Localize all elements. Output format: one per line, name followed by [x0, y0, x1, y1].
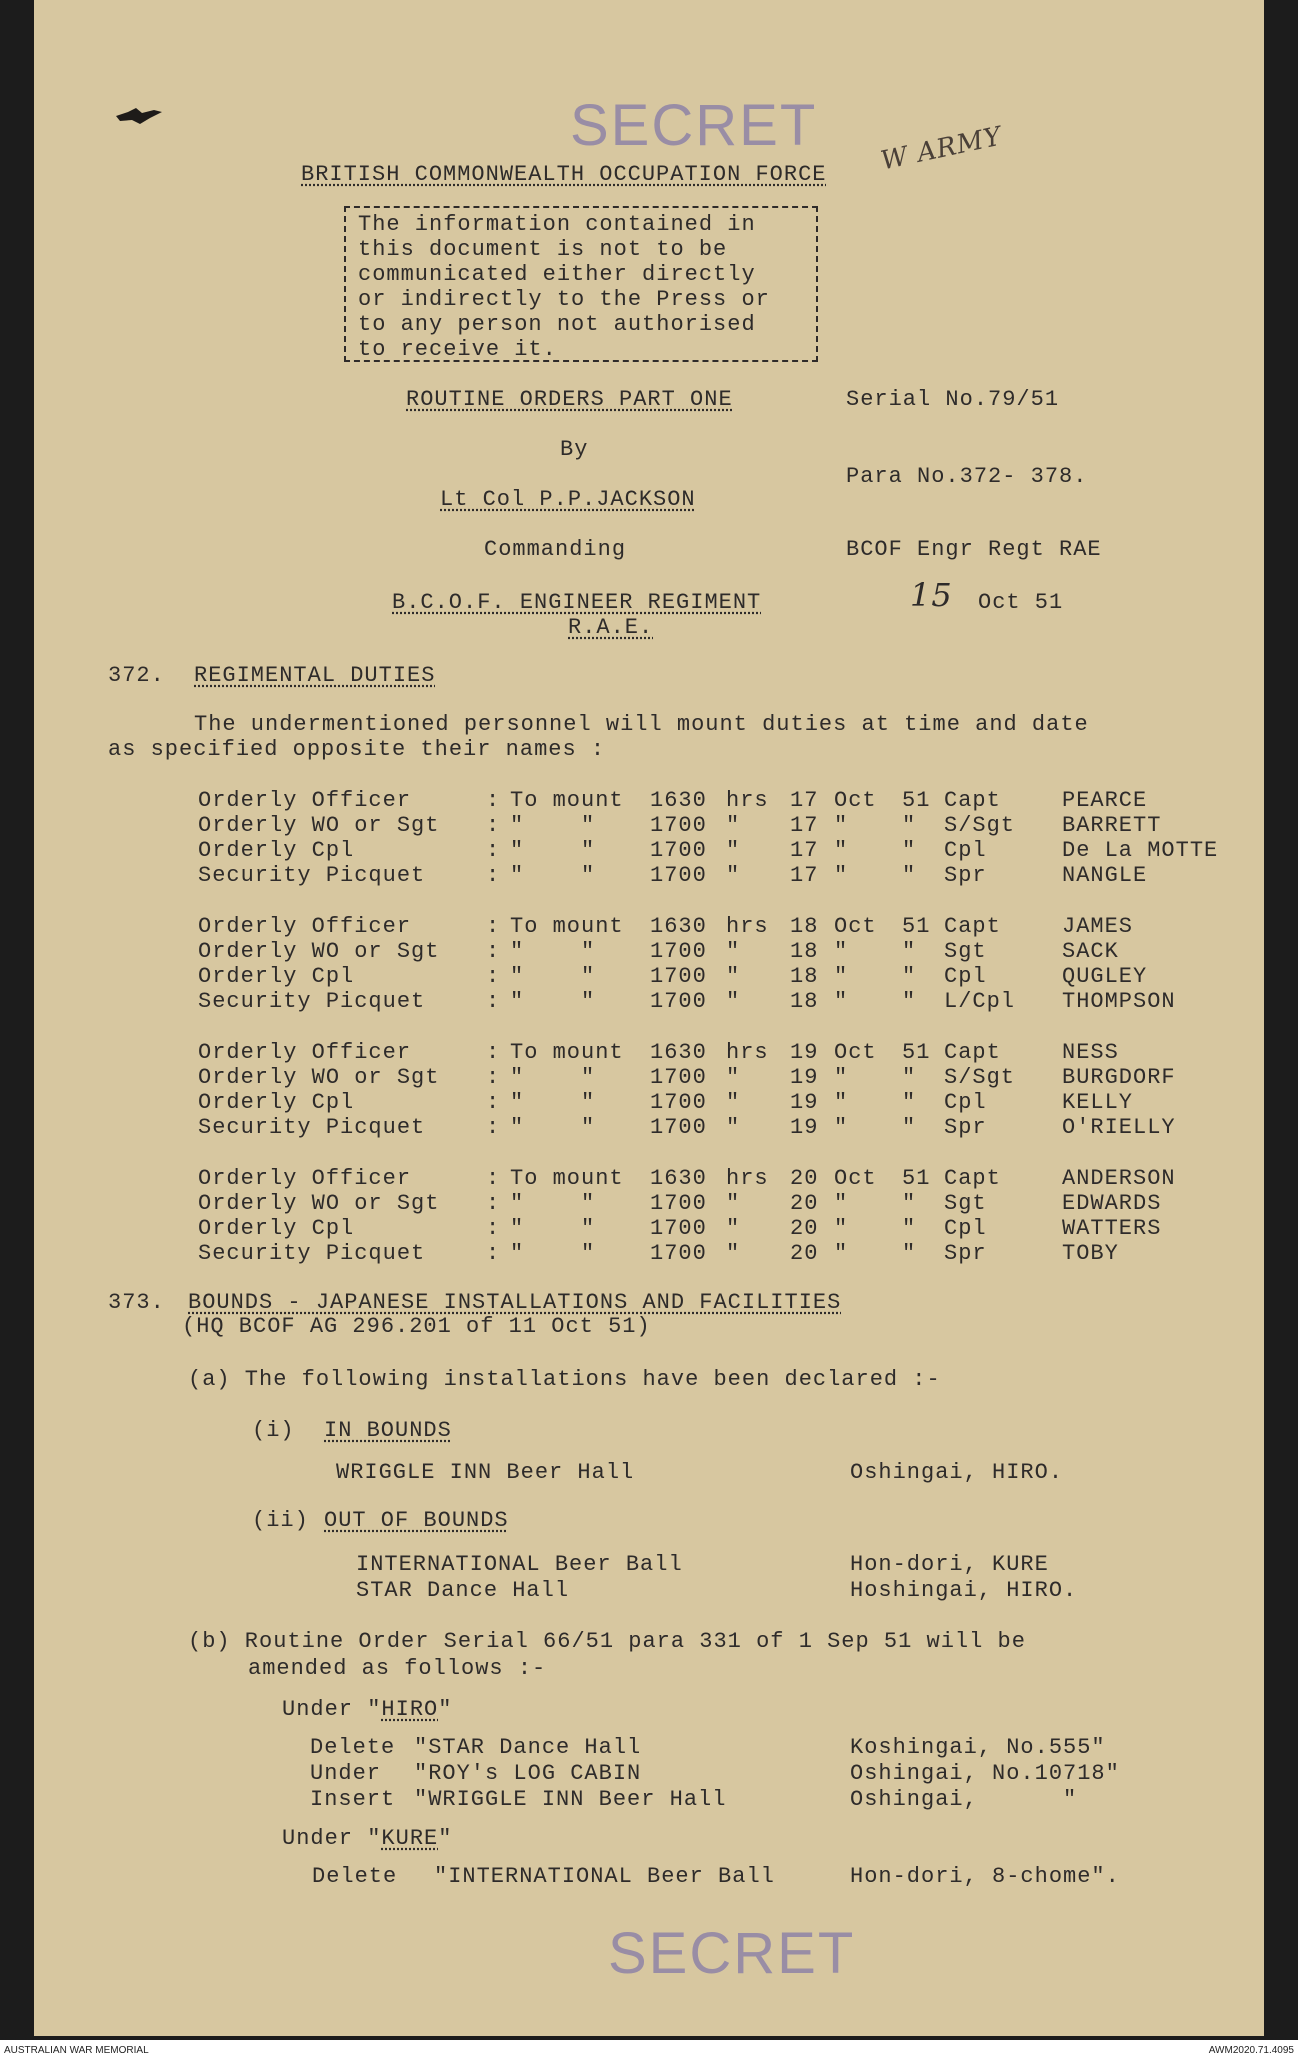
- duty-day: 20: [790, 1241, 819, 1266]
- duty-day: 19: [790, 1115, 819, 1140]
- para-373-heading: BOUNDS - JAPANESE INSTALLATIONS AND FACILITIES: [188, 1290, 842, 1315]
- duty-colon: :: [486, 1065, 501, 1090]
- duty-role: Orderly Officer: [198, 914, 412, 939]
- duty-hrs: hrs: [726, 914, 769, 939]
- notice-line: to receive it.: [358, 337, 557, 362]
- kure-amend-action: Delete: [312, 1864, 398, 1889]
- duty-colon: :: [486, 1090, 501, 1115]
- duty-mount: To mount: [510, 788, 624, 813]
- duty-hrs: ": [726, 1115, 741, 1140]
- duty-name: BURGDORF: [1062, 1065, 1176, 1090]
- para-372-number: 372.: [108, 663, 165, 688]
- duty-month: ": [834, 1216, 849, 1241]
- duty-hrs: hrs: [726, 1166, 769, 1191]
- duty-name: THOMPSON: [1062, 989, 1176, 1014]
- duty-name: De La MOTTE: [1062, 838, 1219, 863]
- out-of-bounds-item-name: INTERNATIONAL Beer Ball: [356, 1552, 683, 1577]
- notice-line: to any person not authorised: [358, 312, 756, 337]
- duty-year: 51: [902, 914, 931, 939]
- duty-name: ANDERSON: [1062, 1166, 1176, 1191]
- hiro-amend-location: Koshingai, No.555": [850, 1735, 1106, 1760]
- duty-year: ": [902, 1241, 917, 1266]
- serial-number: Serial No.79/51: [846, 387, 1060, 412]
- duty-colon: :: [486, 863, 501, 888]
- commanding-officer: Lt Col P.P.JACKSON: [440, 487, 696, 512]
- duty-time: 1700: [650, 1191, 707, 1216]
- duty-rank: Capt: [944, 1040, 1001, 1065]
- duty-colon: :: [486, 813, 501, 838]
- para-373-b-line: (b) Routine Order Serial 66/51 para 331 of 1 Sep 51 will be: [188, 1629, 1026, 1654]
- duty-role: Orderly Cpl: [198, 1216, 355, 1241]
- duty-hrs: ": [726, 1216, 741, 1241]
- orders-title: ROUTINE ORDERS PART ONE: [406, 387, 733, 412]
- duty-year: ": [902, 1090, 917, 1115]
- duty-role: Security Picquet: [198, 989, 426, 1014]
- hiro-amend-location: Oshingai, No.10718": [850, 1761, 1120, 1786]
- duty-day: 19: [790, 1040, 819, 1065]
- duty-time: 1630: [650, 1166, 707, 1191]
- duty-colon: :: [486, 1115, 501, 1140]
- duty-day: 17: [790, 863, 819, 888]
- duty-month: Oct: [834, 788, 877, 813]
- notice-line: or indirectly to the Press or: [358, 287, 770, 312]
- duty-name: KELLY: [1062, 1090, 1134, 1115]
- by-label: By: [560, 437, 589, 462]
- duty-name: EDWARDS: [1062, 1191, 1162, 1216]
- duty-colon: :: [486, 939, 501, 964]
- duty-role: Orderly WO or Sgt: [198, 1065, 440, 1090]
- duty-colon: :: [486, 914, 501, 939]
- duty-month: ": [834, 1191, 849, 1216]
- duty-day: 17: [790, 813, 819, 838]
- duty-rank: Capt: [944, 914, 1001, 939]
- hiro-amend-action: Under: [310, 1761, 382, 1786]
- duty-mount: " ": [510, 1191, 596, 1216]
- duty-hrs: ": [726, 813, 741, 838]
- hiro-amend-location: Oshingai, ": [850, 1787, 1078, 1812]
- duty-name: QUGLEY: [1062, 964, 1148, 989]
- duty-time: 1700: [650, 863, 707, 888]
- security-notice-box: [344, 206, 818, 362]
- duty-colon: :: [486, 838, 501, 863]
- duty-mount: " ": [510, 1090, 596, 1115]
- duty-day: 19: [790, 1065, 819, 1090]
- duty-day: 18: [790, 964, 819, 989]
- duty-name: JAMES: [1062, 914, 1134, 939]
- document-page: [34, 0, 1264, 2036]
- duty-month: ": [834, 964, 849, 989]
- duty-month: ": [834, 813, 849, 838]
- duty-mount: " ": [510, 813, 596, 838]
- duty-year: ": [902, 1216, 917, 1241]
- secret-stamp-top: SECRET: [570, 93, 818, 158]
- duty-year: 51: [902, 788, 931, 813]
- footer-institution: AUSTRALIAN WAR MEMORIAL: [4, 2045, 149, 2056]
- footer-accession-number: AWM2020.71.4095: [1208, 2045, 1294, 2056]
- duty-rank: Spr: [944, 863, 987, 888]
- duty-colon: :: [486, 964, 501, 989]
- duty-mount: To mount: [510, 1040, 624, 1065]
- duty-year: ": [902, 964, 917, 989]
- duty-mount: " ": [510, 1241, 596, 1266]
- duty-year: ": [902, 838, 917, 863]
- duty-day: 18: [790, 939, 819, 964]
- duty-time: 1700: [650, 1216, 707, 1241]
- duty-hrs: ": [726, 989, 741, 1014]
- kure-amend-location: Hon-dori, 8-chome".: [850, 1864, 1120, 1889]
- para-373-number: 373.: [108, 1290, 165, 1315]
- duty-year: ": [902, 1191, 917, 1216]
- unit-corps: R.A.E.: [568, 615, 654, 640]
- duty-year: ": [902, 813, 917, 838]
- archive-footer: [0, 2040, 1298, 2061]
- duty-hrs: ": [726, 1241, 741, 1266]
- duty-hrs: ": [726, 863, 741, 888]
- duty-month: ": [834, 1115, 849, 1140]
- duty-role: Orderly Officer: [198, 788, 412, 813]
- duty-month: ": [834, 1090, 849, 1115]
- in-bounds-item-location: Oshingai, HIRO.: [850, 1460, 1064, 1485]
- duty-rank: Cpl: [944, 1090, 987, 1115]
- duty-mount: " ": [510, 1216, 596, 1241]
- duty-rank: Capt: [944, 788, 1001, 813]
- duty-rank: Cpl: [944, 964, 987, 989]
- ink-blot-mark: [114, 104, 164, 128]
- duty-mount: " ": [510, 1065, 596, 1090]
- out-of-bounds-item-location: Hon-dori, KURE: [850, 1552, 1049, 1577]
- duty-month: Oct: [834, 1040, 877, 1065]
- duty-name: PEARCE: [1062, 788, 1148, 813]
- hiro-amend-text: "WRIGGLE INN Beer Hall: [414, 1787, 727, 1812]
- duty-month: ": [834, 939, 849, 964]
- duty-role: Orderly Officer: [198, 1040, 412, 1065]
- handwritten-note: W ARMY: [878, 121, 1005, 177]
- duty-day: 18: [790, 989, 819, 1014]
- duty-rank: Spr: [944, 1115, 987, 1140]
- duty-rank: Spr: [944, 1241, 987, 1266]
- duty-rank: S/Sgt: [944, 1065, 1016, 1090]
- duty-colon: :: [486, 788, 501, 813]
- date-day-handwritten: 15: [910, 576, 953, 614]
- duty-time: 1700: [650, 1241, 707, 1266]
- duty-year: 51: [902, 1040, 931, 1065]
- duty-colon: :: [486, 989, 501, 1014]
- duty-rank: L/Cpl: [944, 989, 1016, 1014]
- para-range: Para No.372- 378.: [846, 464, 1088, 489]
- duty-rank: Cpl: [944, 1216, 987, 1241]
- duty-role: Orderly Officer: [198, 1166, 412, 1191]
- duty-name: O'RIELLY: [1062, 1115, 1176, 1140]
- para-373-reference: (HQ BCOF AG 296.201 of 11 Oct 51): [182, 1314, 651, 1339]
- duty-rank: S/Sgt: [944, 813, 1016, 838]
- duty-mount: To mount: [510, 1166, 624, 1191]
- duty-colon: :: [486, 1216, 501, 1241]
- duty-month: Oct: [834, 1166, 877, 1191]
- hiro-amend-action: Insert: [310, 1787, 396, 1812]
- duty-mount: " ": [510, 1115, 596, 1140]
- duty-time: 1700: [650, 989, 707, 1014]
- duty-role: Security Picquet: [198, 863, 426, 888]
- duty-role: Orderly Cpl: [198, 1090, 355, 1115]
- duty-mount: " ": [510, 838, 596, 863]
- commanding-label: Commanding: [484, 537, 627, 562]
- duty-year: ": [902, 863, 917, 888]
- duty-role: Orderly WO or Sgt: [198, 813, 440, 838]
- duty-role: Security Picquet: [198, 1115, 426, 1140]
- duty-month: ": [834, 863, 849, 888]
- in-bounds-item-name: WRIGGLE INN Beer Hall: [336, 1460, 635, 1485]
- duty-mount: " ": [510, 989, 596, 1014]
- duty-name: NANGLE: [1062, 863, 1148, 888]
- duty-year: ": [902, 939, 917, 964]
- duty-hrs: ": [726, 1191, 741, 1216]
- hiro-amend-action: Delete: [310, 1735, 396, 1760]
- duty-month: ": [834, 989, 849, 1014]
- duty-mount: " ": [510, 863, 596, 888]
- unit-short: BCOF Engr Regt RAE: [846, 537, 1102, 562]
- duty-day: 17: [790, 788, 819, 813]
- duty-role: Security Picquet: [198, 1241, 426, 1266]
- duty-name: BARRETT: [1062, 813, 1162, 838]
- duty-time: 1700: [650, 838, 707, 863]
- duty-time: 1630: [650, 788, 707, 813]
- duty-day: 20: [790, 1191, 819, 1216]
- under-hiro-heading: Under "HIRO": [282, 1697, 453, 1722]
- duty-colon: :: [486, 1040, 501, 1065]
- duty-hrs: ": [726, 838, 741, 863]
- duty-day: 20: [790, 1166, 819, 1191]
- org-heading: BRITISH COMMONWEALTH OCCUPATION FORCE: [301, 162, 827, 187]
- duty-name: NESS: [1062, 1040, 1119, 1065]
- duty-hrs: hrs: [726, 788, 769, 813]
- duty-month: ": [834, 1241, 849, 1266]
- notice-line: The information contained in: [358, 212, 756, 237]
- hiro-place: HIRO: [381, 1697, 439, 1722]
- duty-role: Orderly Cpl: [198, 964, 355, 989]
- duty-rank: Cpl: [944, 838, 987, 863]
- duty-time: 1700: [650, 1115, 707, 1140]
- para-373-a-intro: (a) The following installations have been declared :-: [188, 1367, 941, 1392]
- out-of-bounds-number: (ii): [252, 1508, 309, 1533]
- para-372-intro-line: as specified opposite their names :: [108, 737, 606, 762]
- duty-day: 19: [790, 1090, 819, 1115]
- out-of-bounds-item-name: STAR Dance Hall: [356, 1578, 570, 1603]
- duty-year: ": [902, 989, 917, 1014]
- duty-rank: Sgt: [944, 1191, 987, 1216]
- duty-time: 1700: [650, 1090, 707, 1115]
- out-of-bounds-item-location: Hoshingai, HIRO.: [850, 1578, 1078, 1603]
- duty-hrs: ": [726, 964, 741, 989]
- duty-time: 1700: [650, 939, 707, 964]
- duty-rank: Sgt: [944, 939, 987, 964]
- in-bounds-heading: IN BOUNDS: [324, 1418, 452, 1443]
- unit-name: B.C.O.F. ENGINEER REGIMENT: [392, 590, 762, 615]
- duty-rank: Capt: [944, 1166, 1001, 1191]
- para-372-heading: REGIMENTAL DUTIES: [194, 663, 436, 688]
- duty-day: 17: [790, 838, 819, 863]
- duty-role: Orderly WO or Sgt: [198, 939, 440, 964]
- in-bounds-number: (i): [252, 1418, 295, 1443]
- kure-amend-text: "INTERNATIONAL Beer Ball: [434, 1864, 775, 1889]
- para-372-intro-line: The undermentioned personnel will mount duties at time and date: [194, 712, 1089, 737]
- duty-name: SACK: [1062, 939, 1119, 964]
- duty-month: ": [834, 1065, 849, 1090]
- duty-time: 1700: [650, 964, 707, 989]
- duty-colon: :: [486, 1241, 501, 1266]
- para-373-b-line: amended as follows :-: [248, 1656, 547, 1681]
- under-kure-heading: Under "KURE": [282, 1826, 453, 1851]
- duty-hrs: hrs: [726, 1040, 769, 1065]
- duty-name: TOBY: [1062, 1241, 1119, 1266]
- duty-mount: To mount: [510, 914, 624, 939]
- out-of-bounds-heading: OUT OF BOUNDS: [324, 1508, 509, 1533]
- hiro-amend-text: "ROY's LOG CABIN: [414, 1761, 642, 1786]
- duty-year: ": [902, 1065, 917, 1090]
- duty-name: WATTERS: [1062, 1216, 1162, 1241]
- duty-role: Orderly WO or Sgt: [198, 1191, 440, 1216]
- duty-mount: " ": [510, 939, 596, 964]
- notice-line: communicated either directly: [358, 262, 756, 287]
- duty-month: Oct: [834, 914, 877, 939]
- duty-colon: :: [486, 1191, 501, 1216]
- duty-time: 1700: [650, 813, 707, 838]
- duty-year: 51: [902, 1166, 931, 1191]
- date-month-year: Oct 51: [978, 590, 1064, 615]
- hiro-amend-text: "STAR Dance Hall: [414, 1735, 642, 1760]
- duty-hrs: ": [726, 1090, 741, 1115]
- duty-day: 20: [790, 1216, 819, 1241]
- duty-month: ": [834, 838, 849, 863]
- duty-colon: :: [486, 1166, 501, 1191]
- duty-mount: " ": [510, 964, 596, 989]
- notice-line: this document is not to be: [358, 237, 728, 262]
- duty-year: ": [902, 1115, 917, 1140]
- duty-hrs: ": [726, 1065, 741, 1090]
- duty-time: 1630: [650, 914, 707, 939]
- secret-stamp-bottom: SECRET: [608, 1921, 856, 1986]
- duty-hrs: ": [726, 939, 741, 964]
- kure-place: KURE: [381, 1826, 439, 1851]
- duty-time: 1630: [650, 1040, 707, 1065]
- duty-time: 1700: [650, 1065, 707, 1090]
- duty-role: Orderly Cpl: [198, 838, 355, 863]
- duty-day: 18: [790, 914, 819, 939]
